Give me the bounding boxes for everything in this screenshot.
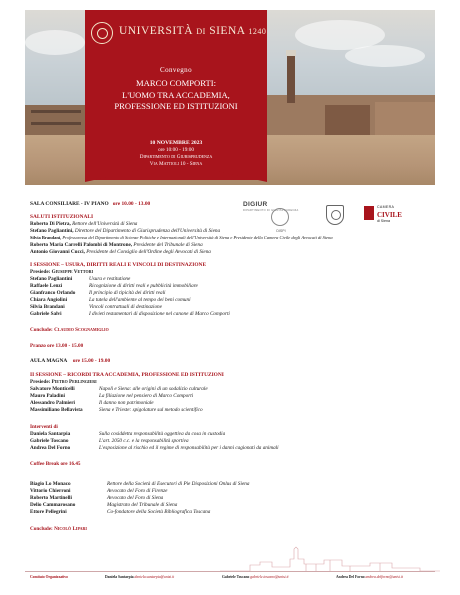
tower-top: [286, 50, 296, 56]
footer-divider: [25, 571, 435, 572]
saluti-item: Roberto Maria Carrelli Palombi di Montrone, Presidente del Tribunale di Siena: [30, 242, 203, 248]
cloud: [25, 30, 85, 55]
committee-member: Gabriele Toscano gabriele.toscano@unisi.it: [222, 575, 289, 579]
session2-title: II SESSIONE – RICORDI TRA ACCADEMIA, PROFESSIONE ED ISTITUZIONI: [30, 372, 224, 378]
siena-skyline-drawing: [220, 545, 440, 573]
saluti-item: Antonio Giovanni Cucci, Presidente del Consiglio dell'Ordine degli Avvocati di Siena: [30, 249, 211, 255]
camera-civile-logo: CAMERA CIVILE di Siena: [377, 205, 402, 223]
dispi-logo: DISPI: [271, 208, 289, 226]
camera-civile-mark: [364, 206, 374, 220]
saluti-item: Roberto Di Pietra, Rettore dell'Università di Siena: [30, 221, 138, 227]
building-detail: [31, 122, 81, 125]
event-label: Convegno: [160, 66, 192, 74]
event-title: MARCO COMPORTI: L'UOMO TRA ACCADEMIA, PROFESSIONE ED ISTITUZIONI: [114, 78, 238, 111]
event-details: 10 NOVEMBRE 2023 ore 10:00 - 19:00 Dipartimento di Giurisprudenza Via Mattioli 10 - Siena: [139, 140, 213, 167]
cloud: [345, 45, 425, 67]
saluti-title: SALUTI ISTITUZIONALI: [30, 214, 94, 220]
digiur-logo: DIGIUR DIPARTIMENTO DI GIURISPRUDENZA: [243, 201, 299, 212]
university-name: UNIVERSITÀ DI SIENA 1240: [119, 25, 267, 37]
crest-logo: [326, 205, 344, 225]
coffee-break: Coffee Break ore 16.45: [30, 461, 81, 467]
session1-conclusion: Conclude: Claudio Scognamiglio: [30, 327, 109, 333]
afternoon-room-line: AULA MAGNA ore 15.00 - 19.00: [30, 358, 111, 364]
committee-member: Daniela Santarpia daniela.santarpia@unisi.it: [105, 575, 175, 579]
morning-room-line: SALA CONSILIARE - IV PIANO ore 10.00 - 13.00: [30, 201, 151, 207]
saluti-item: Silvia Brandani, Professoressa del Dipartimento di Scienze Politiche e Internazionali dell'Università di Siena e Presidente della Camera Civile degli Avvocati di Siena: [30, 235, 333, 240]
committee-label: Comitato Organizzativo: [30, 575, 68, 579]
interventi-title: Interventi di: [30, 424, 58, 430]
session1-title: I SESSIONE – USURA, DIRITTI REALI E VINCOLI DI DESTINAZIONE: [30, 262, 207, 268]
session2-chair: Presiede: Pietro Perlingieri: [30, 379, 97, 385]
header-photo: [25, 10, 435, 185]
university-logo: [85, 18, 270, 58]
university-seal-icon: [91, 22, 113, 44]
saluti-item: Stefano Pagliantini, Direttore del Dipartimento di Giurisprudenza dell'Università di Siena: [30, 228, 221, 234]
building-detail: [31, 110, 81, 113]
committee-member: Andrea Del Forno andrea.delforno@unisi.it: [336, 575, 403, 579]
lunch-break: Pranzo ore 13.00 - 15.00: [30, 343, 84, 349]
session2-conclusion: Conclude: Nicolò Lipari: [30, 526, 87, 532]
torre-del-mangia: [287, 55, 295, 103]
session1-chair: Presiede: Giuseppe Vettori: [30, 269, 94, 275]
